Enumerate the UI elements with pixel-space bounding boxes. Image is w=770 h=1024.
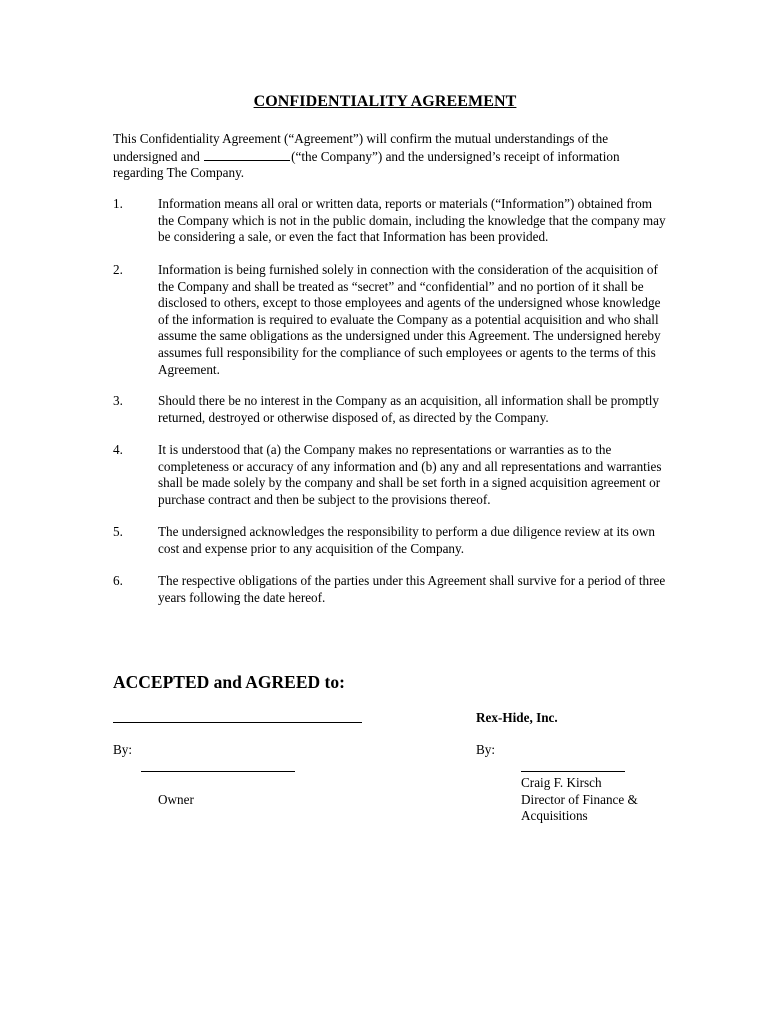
accepted-heading: ACCEPTED and AGREED to: <box>113 672 345 692</box>
owner-title: Owner <box>158 792 194 807</box>
signer-title-line2: Acquisitions <box>521 808 588 823</box>
clause-number: 6. <box>113 573 123 588</box>
clause-number: 3. <box>113 393 123 408</box>
intro-text-part2: (“the Company”) and the undersigned’s receipt of information regarding The Company. <box>113 148 620 181</box>
clause-text: Should there be no interest in the Company as an acquisition, all information shall be promptly returned, destroyed or otherwise disposed of, as directed by the Company. <box>158 393 660 425</box>
owner-signature-line[interactable] <box>141 771 295 772</box>
director-signature-line[interactable] <box>521 771 625 772</box>
right-by-label: By: <box>476 742 496 757</box>
company-name-blank[interactable] <box>204 148 290 161</box>
clause-number: 5. <box>113 524 123 539</box>
clause-text: It is understood that (a) the Company makes no representations or warranties as to the completeness or accuracy of any information and (b) any and all representations and warranties shall be made solely by the company and shall be set forth in a signed acquisition agreement or purchase contract and then be subject to the provisions thereof. <box>158 442 662 507</box>
clause-text: Information means all oral or written data, reports or materials (“Information”) obtained from the Company which is not in the public domain, including the knowledge that the company may be considering a sale, or even the fact that Information has been provided. <box>158 196 666 245</box>
left-by-label: By: <box>113 742 133 757</box>
clause-text: The undersigned acknowledges the responsibility to perform a due diligence review at its own cost and expense prior to any acquisition of the Company. <box>158 524 655 556</box>
signer-name: Craig F. Kirsch <box>521 775 602 790</box>
intro-paragraph <box>113 131 673 182</box>
clause-number: 1. <box>113 196 123 211</box>
clause-number: 2. <box>113 262 123 277</box>
clause-text: Information is being furnished solely in connection with the consideration of the acquisition of the Company and shall be treated as “secret” and “confidential” and no portion of it shall be disclosed to others, except to those employees and agents of the undersigned whose knowledge of the information is required to evaluate the Company as a potential acquisition and who shall assume the same obligations as the undersigned under this Agreement. The undersigned hereby assumes full responsibility for the compliance of such employees or agents to the terms of this Agreement. <box>158 262 661 377</box>
clause-number: 4. <box>113 442 123 457</box>
intro-text-part1: This Confidentiality Agreement (“Agreement”) will confirm the mutual understandings of the undersigned and <box>113 131 609 164</box>
clause-text: The respective obligations of the parties under this Agreement shall survive for a period of three years following the date hereof. <box>158 573 666 605</box>
signer-title-line1: Director of Finance & <box>521 792 638 807</box>
company-name: Rex-Hide, Inc. <box>476 710 558 725</box>
party-name-line[interactable] <box>113 722 362 723</box>
document-title: CONFIDENTIALITY AGREEMENT <box>253 93 517 110</box>
